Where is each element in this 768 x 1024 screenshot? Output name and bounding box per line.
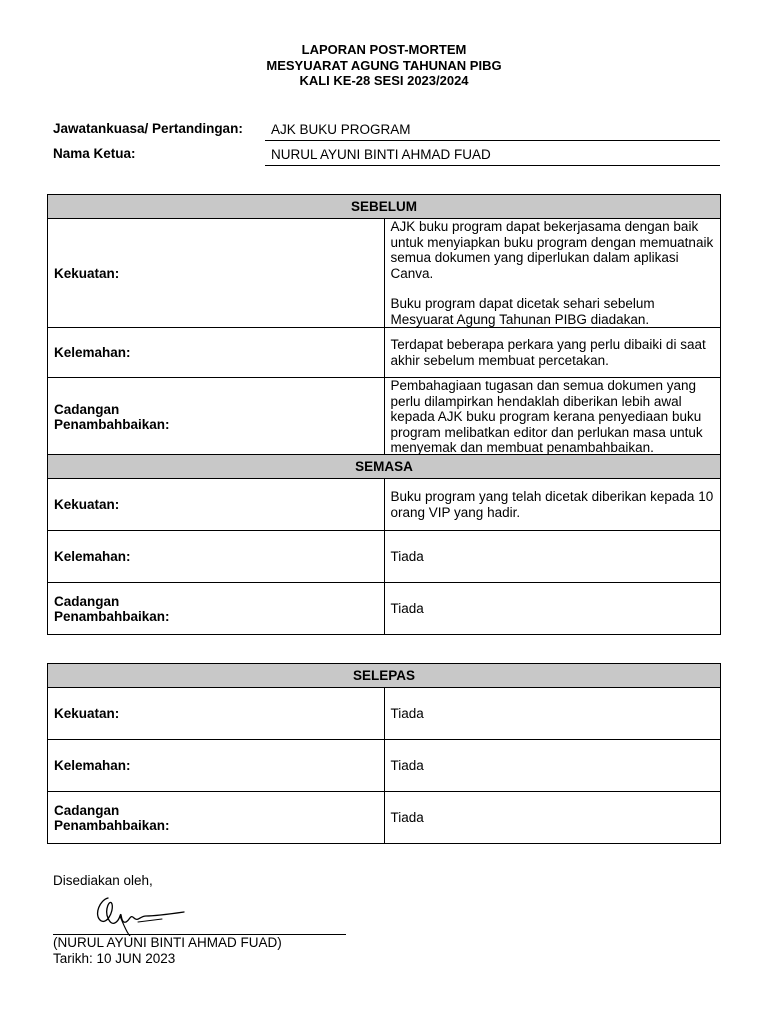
suggestion-label-line-2: Penambahbaikan: <box>54 608 170 624</box>
section-title: SEMASA <box>48 455 721 479</box>
suggestion-value: Pembahagiaan tugasan dan semua dokumen yang perlu dilampirkan hendaklah diberikan lebih awal kepada AJK buku program kerana penyediaan buku program melibatkan editor dan perlukan masa untuk menyemak dan membuat penambahbaikan. <box>384 378 721 457</box>
weakness-label: Kelemahan: <box>48 328 385 378</box>
section-title: SEBELUM <box>48 195 721 219</box>
prepared-by-label: Disediakan oleh, <box>53 873 153 888</box>
document-title <box>0 42 768 89</box>
suggestion-label-line-1: Cadangan <box>54 593 120 609</box>
strength-label: Kekuatan: <box>48 219 385 328</box>
suggestion-label-line-2: Penambahbaikan: <box>54 817 170 833</box>
suggestion-value: Tiada <box>384 792 721 844</box>
weakness-label: Kelemahan: <box>48 740 385 792</box>
suggestion-label <box>48 583 385 635</box>
suggestion-label <box>48 792 385 844</box>
suggestion-label-line-2: Penambahbaikan: <box>54 416 170 432</box>
strength-paragraph-1: AJK buku program dapat bekerjasama dengan baik untuk menyiapkan buku program dengan memuatnaik semua dokumen yang diperlukan dalam aplikasi Canva. <box>390 219 714 281</box>
suggestion-value: Tiada <box>384 583 721 635</box>
section-semasa-table <box>47 454 721 635</box>
section-title: SELEPAS <box>48 664 721 688</box>
suggestion-label-line-1: Cadangan <box>54 401 120 417</box>
title-line-3: KALI KE-28 SESI 2023/2024 <box>299 73 469 88</box>
chair-label: Nama Ketua: <box>53 146 136 161</box>
chair-value: NURUL AYUNI BINTI AHMAD FUAD <box>265 146 720 166</box>
strength-label: Kekuatan: <box>48 479 385 531</box>
weakness-value: Terdapat beberapa perkara yang perlu dibaiki di saat akhir sebelum membuat percetakan. <box>384 328 721 378</box>
strength-value <box>384 219 721 328</box>
title-line-2: MESYUARAT AGUNG TAHUNAN PIBG <box>266 57 502 73</box>
suggestion-label-line-1: Cadangan <box>54 802 120 818</box>
signatory-name: (NURUL AYUNI BINTI AHMAD FUAD) <box>53 935 282 950</box>
strength-value: Tiada <box>384 688 721 740</box>
committee-label: Jawatankuasa/ Pertandingan: <box>53 121 243 136</box>
section-sebelum-table <box>47 194 721 457</box>
signature-image <box>90 892 190 936</box>
weakness-value: Tiada <box>384 531 721 583</box>
title-line-1: LAPORAN POST-MORTEM <box>301 42 467 57</box>
section-selepas-table <box>47 663 721 844</box>
strength-value: Buku program yang telah dicetak diberikan kepada 10 orang VIP yang hadir. <box>384 479 721 531</box>
committee-value: AJK BUKU PROGRAM <box>265 121 720 141</box>
suggestion-label <box>48 378 385 457</box>
weakness-label: Kelemahan: <box>48 531 385 583</box>
strength-paragraph-2: Buku program dapat dicetak sehari sebelum Mesyuarat Agung Tahunan PIBG diadakan. <box>390 296 655 327</box>
strength-label: Kekuatan: <box>48 688 385 740</box>
report-date: Tarikh: 10 JUN 2023 <box>53 951 176 966</box>
weakness-value: Tiada <box>384 740 721 792</box>
